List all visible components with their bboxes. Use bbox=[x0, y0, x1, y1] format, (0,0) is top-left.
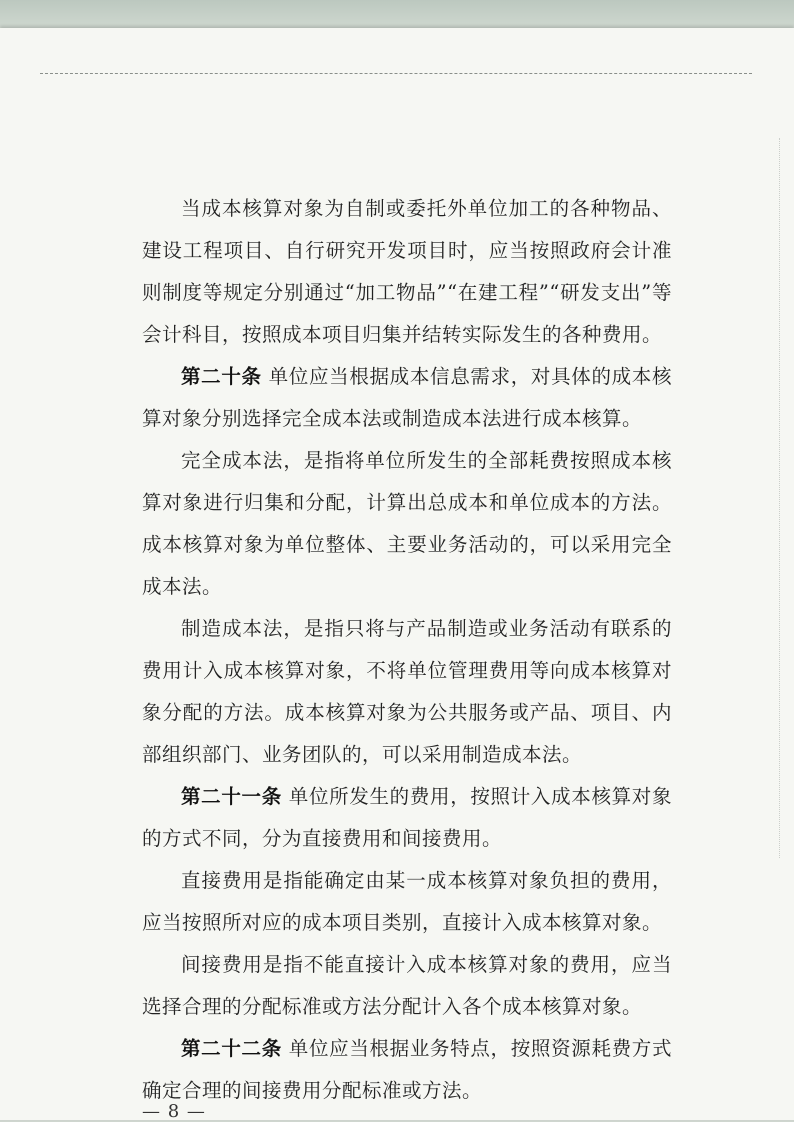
paragraph-text: 间接费用是指不能直接计入成本核算对象的费用，应当选择合理的分配标准或方法分配计入各个成本核算对象。 bbox=[142, 953, 672, 1018]
article-heading: 第二十一条 bbox=[181, 785, 282, 808]
page-number: — 8 — bbox=[142, 1101, 206, 1122]
scan-edge-marks bbox=[777, 138, 780, 858]
document-body bbox=[142, 188, 672, 1112]
paragraph-manufacturing-cost-method bbox=[142, 608, 672, 776]
paragraph-article-21 bbox=[142, 776, 672, 860]
paragraph-text: 制造成本法，是指只将与产品制造或业务活动有联系的费用计入成本核算对象，不将单位管理费用等向成本核算对象分配的方法。成本核算对象为公共服务或产品、项目、内部组织部门、业务团队的，可以采用制造成本法。 bbox=[142, 617, 672, 766]
paragraph-text: 单位应当根据成本信息需求，对具体的成本核算对象分别选择完全成本法或制造成本法进行成本核算。 bbox=[142, 365, 672, 430]
paragraph-text: 单位应当根据业务特点，按照资源耗费方式确定合理的间接费用分配标准或方法。 bbox=[142, 1037, 672, 1102]
paragraph-direct-costs bbox=[142, 860, 672, 944]
article-heading: 第二十条 bbox=[181, 365, 262, 388]
paragraph-full-cost-method bbox=[142, 440, 672, 608]
document-page bbox=[0, 28, 794, 1120]
paragraph-text: 完全成本法，是指将单位所发生的全部耗费按照成本核算对象进行归集和分配，计算出总成本和单位成本的方法。成本核算对象为单位整体、主要业务活动的，可以采用完全成本法。 bbox=[142, 449, 672, 598]
paragraph-text: 单位所发生的费用，按照计入成本核算对象的方式不同，分为直接费用和间接费用。 bbox=[142, 785, 672, 850]
article-heading: 第二十二条 bbox=[181, 1037, 282, 1060]
paragraph-1 bbox=[142, 188, 672, 356]
header-rule bbox=[40, 73, 752, 74]
paragraph-text: 直接费用是指能确定由某一成本核算对象负担的费用，应当按照所对应的成本项目类别，直接计入成本核算对象。 bbox=[142, 869, 672, 934]
paragraph-text: 当成本核算对象为自制或委托外单位加工的各种物品、建设工程项目、自行研究开发项目时，应当按照政府会计准则制度等规定分别通过“加工物品”“在建工程”“研发支出”等会计科目，按照成本项目归集并结转实际发生的各种费用。 bbox=[142, 197, 672, 346]
paragraph-article-20 bbox=[142, 356, 672, 440]
paragraph-article-22 bbox=[142, 1028, 672, 1112]
paragraph-indirect-costs bbox=[142, 944, 672, 1028]
